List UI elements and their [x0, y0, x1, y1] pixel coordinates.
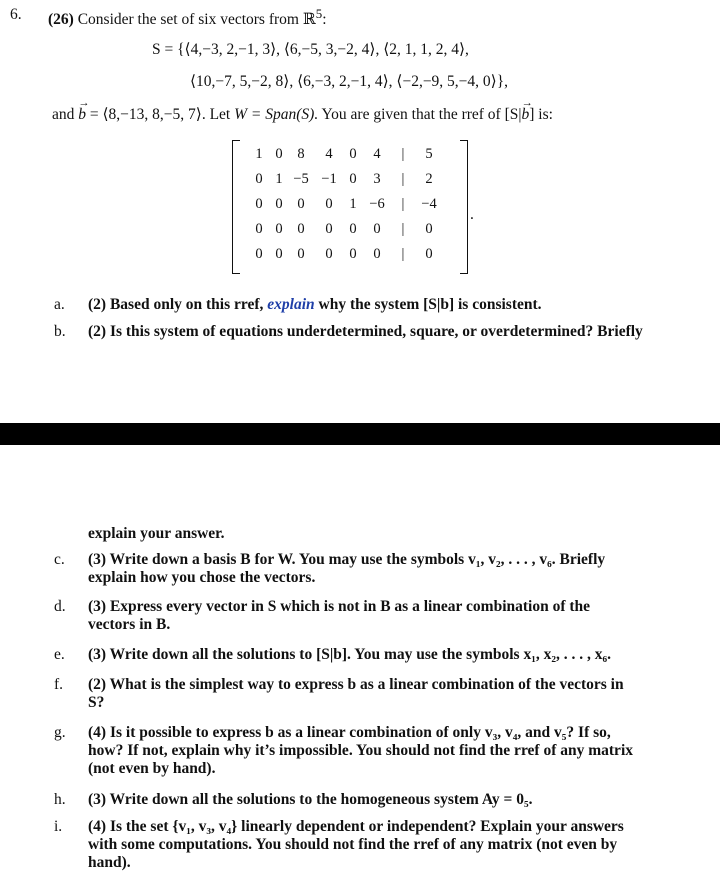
matrix-entry: 0: [297, 246, 305, 262]
rref-b-symbol: → b: [521, 106, 529, 124]
matrix-entry: 1: [275, 171, 283, 187]
part-d-line1: (3) Express every vector in S which is not in B as a linear combination of the: [88, 598, 591, 615]
matrix-entry: 0: [425, 221, 433, 237]
part-c-label: c.: [54, 551, 65, 568]
part-b-text: (2) Is this system of equations underdetermined, square, or overdetermined? Briefly: [88, 323, 643, 340]
matrix-entry: 1: [255, 146, 263, 162]
matrix-entry: −6: [369, 196, 385, 212]
part-h-label: h.: [54, 791, 66, 808]
set-line-1: S = {⟨4,−3, 2,−1, 3⟩, ⟨6,−5, 3,−2, 4⟩, ⟨2, 1, 1, 2, 4⟩,: [152, 41, 469, 58]
part-d-label: d.: [54, 598, 66, 615]
part-h-line1: (3) Write down all the solutions to the homogeneous system Ay = 0₅.: [88, 791, 533, 808]
matrix-augment-bar: |: [401, 196, 405, 212]
matrix-entry: 0: [297, 221, 305, 237]
matrix-entry: 0: [349, 221, 357, 237]
part-g-line1: (4) Is it possible to express b as a linear combination of only v₃, v₄, and v₅? If so,: [88, 724, 611, 741]
part-c-line2: explain how you chose the vectors.: [88, 569, 316, 586]
matrix-entry: 0: [373, 221, 381, 237]
matrix-entry: 5: [425, 146, 433, 162]
part-f-line2: S?: [88, 694, 105, 711]
part-f-line1: (2) What is the simplest way to express b as a linear combination of the vectors in: [88, 676, 624, 693]
matrix-row: [232, 221, 468, 247]
part-f-label: f.: [54, 676, 64, 693]
problem-number: 6.: [10, 6, 22, 23]
matrix-entry: 4: [325, 146, 333, 162]
matrix-row: [232, 146, 468, 172]
part-g-line3: (not even by hand).: [88, 760, 216, 777]
part-a-pre: Based only on this rref,: [109, 296, 264, 313]
matrix-entry: 0: [349, 146, 357, 162]
matrix-entry: 0: [325, 196, 333, 212]
part-e-label: e.: [54, 646, 65, 663]
matrix-augment-bar: |: [401, 221, 405, 237]
redaction-bar: [0, 423, 720, 445]
part-a-label: a.: [54, 296, 65, 313]
matrix-entry: 0: [297, 196, 305, 212]
matrix-row: [232, 171, 468, 197]
matrix-entry: 0: [349, 246, 357, 262]
part-a-points: (2): [88, 296, 107, 313]
problem-intro-end: :: [322, 11, 327, 29]
part-a-text: [88, 296, 678, 314]
b-definition: [52, 106, 553, 124]
matrix-entry: 4: [373, 146, 381, 162]
matrix-entry: 0: [275, 221, 283, 237]
matrix-augment-bar: |: [401, 246, 405, 262]
b-def: = ⟨8,−13, 8,−5, 7⟩. Let: [86, 106, 231, 123]
part-i-label: i.: [54, 818, 63, 835]
matrix-entry: 1: [349, 196, 357, 212]
part-a-emphasis: explain: [267, 296, 315, 313]
rref-text: You are given that the rref of [S|: [321, 106, 522, 123]
problem-intro-sup: 5: [315, 6, 323, 21]
matrix-entry: 0: [349, 171, 357, 187]
problem-intro: [48, 6, 327, 29]
part-i-line1: (4) Is the set {v₁, v₃, v₄} linearly dependent or independent? Explain your answers: [88, 818, 624, 835]
matrix-entry: 2: [425, 171, 433, 187]
matrix-period: .: [470, 206, 474, 223]
part-d-line2: vectors in B.: [88, 616, 171, 633]
matrix-row: [232, 246, 468, 272]
matrix-entry: 0: [255, 246, 263, 262]
matrix-entry: 3: [373, 171, 381, 187]
rref-matrix: [232, 140, 468, 274]
matrix-entry: 0: [373, 246, 381, 262]
matrix-entry: 0: [275, 196, 283, 212]
matrix-entry: 0: [255, 221, 263, 237]
matrix-entry: −5: [293, 171, 309, 187]
matrix-augment-bar: |: [401, 146, 405, 162]
part-g-line2: how? If not, explain why it’s impossible. You should not find the rref of any matrix: [88, 742, 633, 759]
part-e-line1: (3) Write down all the solutions to [S|b]. You may use the symbols x₁, x₂, . . . , x₆.: [88, 646, 612, 663]
matrix-entry: 0: [275, 246, 283, 262]
set-line-2: ⟨10,−7, 5,−2, 8⟩, ⟨6,−3, 2,−1, 4⟩, ⟨−2,−9, 5,−4, 0⟩},: [190, 73, 509, 90]
matrix-row: [232, 196, 468, 222]
matrix-entry: 0: [255, 171, 263, 187]
part-b-cont-text: explain your answer.: [88, 525, 225, 542]
rref-end: ] is:: [529, 106, 553, 123]
part-g-label: g.: [54, 724, 66, 741]
part-b-label: b.: [54, 323, 66, 340]
part-c-line1: (3) Write down a basis B for W. You may use the symbols v₁, v₂, . . . , v₆. Briefly: [88, 551, 606, 568]
matrix-entry: 0: [325, 246, 333, 262]
matrix-entry: −4: [421, 196, 437, 212]
matrix-augment-bar: |: [401, 171, 405, 187]
b-prefix: and: [52, 106, 75, 123]
matrix-entry: 0: [325, 221, 333, 237]
matrix-entry: 8: [297, 146, 305, 162]
problem-points: (26): [48, 11, 74, 29]
part-a-post: why the system [S|b] is consistent.: [318, 296, 542, 313]
problem-intro-text: Consider the set of six vectors from ℝ: [77, 11, 316, 29]
part-i-line3: hand).: [88, 854, 131, 871]
w-def: W = Span(S).: [234, 106, 319, 123]
matrix-entry: 0: [255, 196, 263, 212]
part-i-line2: with some computations. You should not find the rref of any matrix (not even by: [88, 836, 618, 853]
matrix-entry: 0: [275, 146, 283, 162]
matrix-entry: 0: [425, 246, 433, 262]
b-vector-symbol: → b: [78, 106, 86, 124]
matrix-entry: −1: [321, 171, 337, 187]
